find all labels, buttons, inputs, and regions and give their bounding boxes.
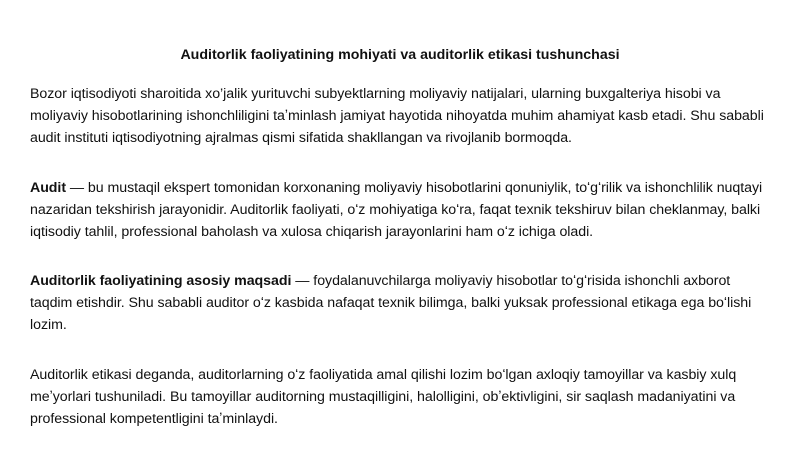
term-audit: Audit xyxy=(30,180,66,196)
paragraph-text: Auditorlik etikasi deganda, auditorlarning oʻz faoliyatida amal qilishi lozim boʻlgan axloqiy tamoyillar va kasbiy xulq meʼyorlari tushuniladi. Bu tamoyillar auditorning mustaqilligini, halolligini, obʼektivligini, sir saqlash madaniyatini va professional kompetentligini taʼminlaydi. xyxy=(30,367,737,427)
paragraph-audit-ethics xyxy=(30,364,772,430)
paragraph-audit-definition xyxy=(30,177,772,243)
paragraph-main-goal xyxy=(30,270,772,336)
paragraph-text: Bozor iqtisodiyoti sharoitida xo’jalik yurituvchi subyektlarning moliyaviy natijalari, ularning buxgalteriya hisobi va moliyaviy hisobotlarining ishonchliligini taʼminlash jamiyat hayotida nihoyatda muhim ahamiyat kasb etadi. Shu sababli audit instituti iqtisodiyotning ajralmas qismi sifatida shakllangan va rivojlanib bormoqda. xyxy=(30,86,764,146)
paragraph-text: — foydalanuvchilarga moliyaviy hisobotlar toʻgʻrisida ishonchli axborot taqdim etishdir. Shu sababli auditor oʻz kasbida nafaqat texnik bilimga, balki yuksak professional etikaga ega boʻlishi lozim. xyxy=(30,273,752,333)
term-main-goal: Auditorlik faoliyatining asosiy maqsadi xyxy=(30,273,292,289)
paragraph-intro xyxy=(30,83,772,149)
paragraph-text: — bu mustaqil ekspert tomonidan korxonaning moliyaviy hisobotlarini qonuniylik, toʻgʻrilik va ishonchlilik nuqtayi nazaridan tekshirish jarayonidir. Auditorlik faoliyati, oʻz mohiyatiga koʻra, faqat texnik tekshiruv bilan cheklanmay, balki iqtisodiy tahlil, professional baholash va xulosa chiqarish jarayonlarini ham oʻz ichiga oladi. xyxy=(30,180,763,240)
document-title: Auditorlik faoliyatining mohiyati va auditorlik etikasi tushunchasi xyxy=(180,47,620,63)
